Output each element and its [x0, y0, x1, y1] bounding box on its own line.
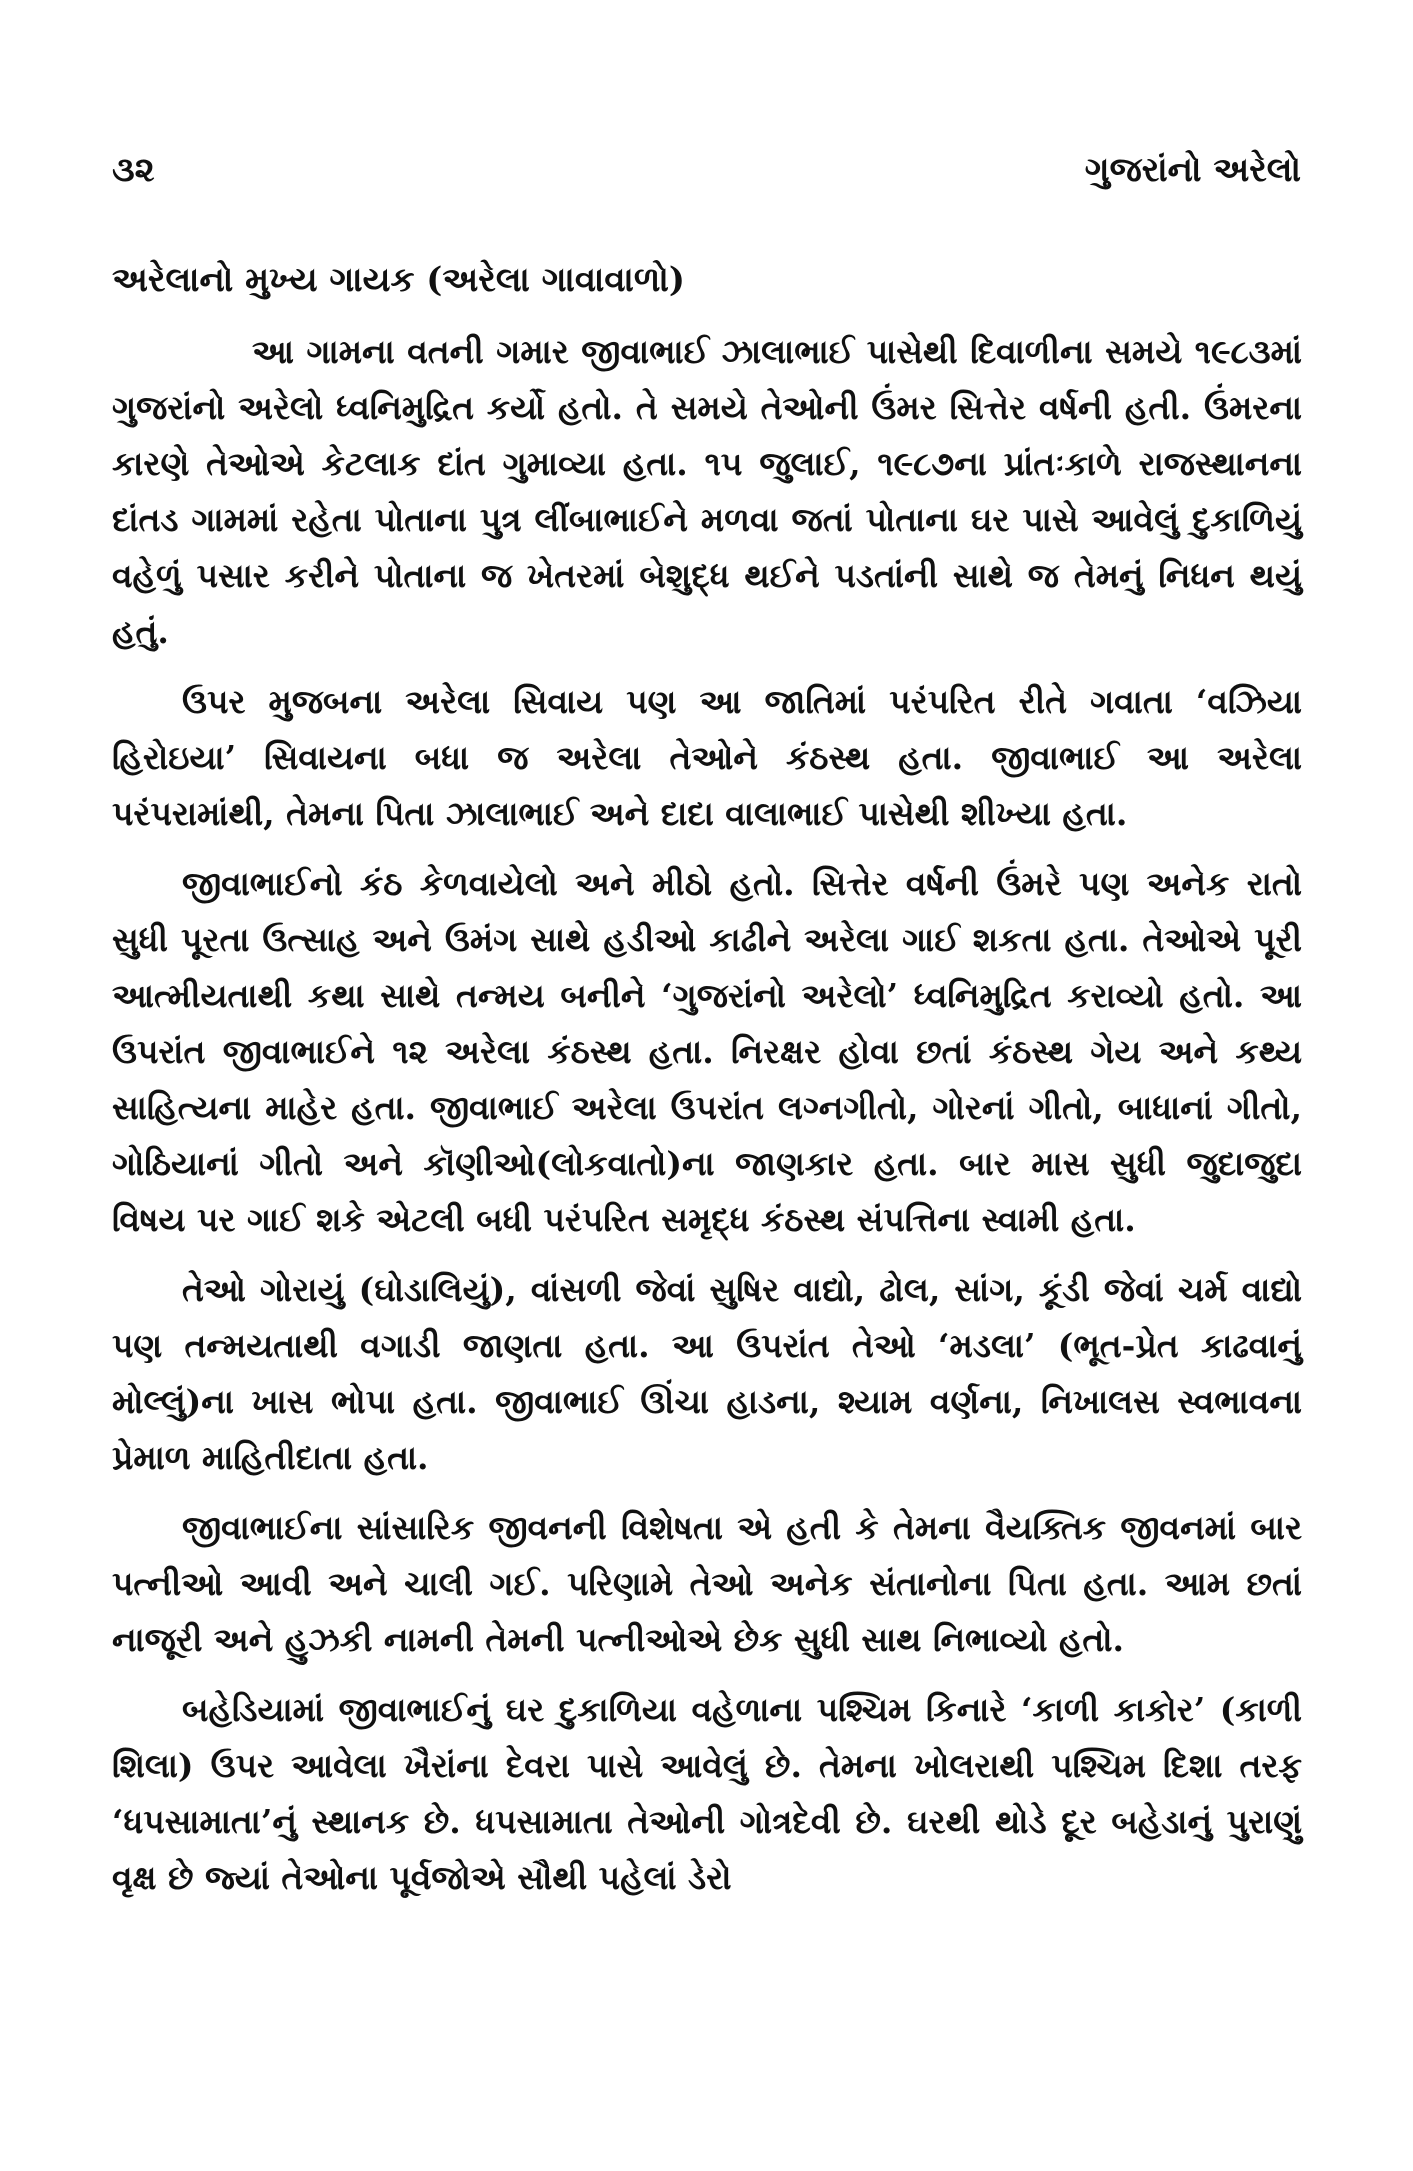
page-number: ૩૨: [112, 150, 155, 190]
section-heading: અરેલાનો મુખ્ય ગાયક (અરેલા ગાવાવાળો): [112, 260, 685, 300]
page-body: [112, 250, 1302, 1920]
page-header: [112, 150, 1301, 200]
paragraph: ઉપર મુજબના અરેલા સિવાય પણ આ જાતિમાં પરંપરિત રીતે ગવાતા ‘વઝિયા હિરોઇયા’ સિવાયના બધા જ અરેલા તેઓને કંઠસ્થ હતા. જીવાભાઈ આ અરેલા પરંપરામાંથી, તેમના પિતા ઝાલાભાઈ અને દાદા વાલાભાઈ પાસેથી શીખ્યા હતા.: [112, 682, 1302, 833]
paragraph: બહેડિયામાં જીવાભાઈનું ઘર દુકાળિયા વહેળાના પશ્ચિમ કિનારે ‘કાળી કાકોર’ (કાળી શિલા) ઉપર આવેલા ખૈરાંના દેવરા પાસે આવેલું છે. તેમના ખોલરાથી પશ્ચિમ દિશા તરફ ‘ધપસામાતા’નું સ્થાનક છે. ધપસામાતા તેઓની ગોત્રદેવી છે. ઘરથી થોડે દૂર બહેડાનું પુરાણું વૃક્ષ છે જ્યાં તેઓના પૂર્વજોએ સૌથી પહેલાં ડેરો: [112, 1690, 1302, 1897]
running-title: ગુજરાંનો અરેલો: [1084, 150, 1301, 190]
paragraph: આ ગામના વતની ગમાર જીવાભાઈ ઝાલાભાઈ પાસેથી દિવાળીના સમયે ૧૯૮૩માં ગુજરાંનો અરેલો ધ્વનિમુદ્રિત કર્યો હતો. તે સમયે તેઓની ઉંમર સિત્તેર વર્ષની હતી. ઉંમરના કારણે તેઓએ કેટલાક દાંત ગુમાવ્યા હતા. ૧૫ જુલાઈ, ૧૯૮૭ના પ્રાંતઃકાળે રાજસ્થાનના દાંતડ ગામમાં રહેતા પોતાના પુત્ર લીંબાભાઈને મળવા જતાં પોતાના ઘર પાસે આવેલું દુકાળિયું વહેળું પસાર કરીને પોતાના જ ખેતરમાં બેશુદ્ધ થઈને પડતાંની સાથે જ તેમનું નિધન થયું હતું.: [112, 332, 1302, 651]
paragraph: જીવાભાઈનો કંઠ કેળવાયેલો અને મીઠો હતો. સિત્તેર વર્ષની ઉંમરે પણ અનેક રાતો સુધી પૂરતા ઉત્સાહ અને ઉમંગ સાથે હડીઓ કાઢીને અરેલા ગાઈ શકતા હતા. તેઓએ પૂરી આત્મીયતાથી કથા સાથે તન્મય બનીને ‘ગુજરાંનો અરેલો’ ધ્વનિમુદ્રિત કરાવ્યો હતો. આ ઉપરાંત જીવાભાઈને ૧૨ અરેલા કંઠસ્થ હતા. નિરક્ષર હોવા છતાં કંઠસ્થ ગેય અને કથ્ય સાહિત્યના માહેર હતા. જીવાભાઈ અરેલા ઉપરાંત લગ્નગીતો, ગોરનાં ગીતો, બાધાનાં ગીતો, ગોઠિયાનાં ગીતો અને કૉણીઓ(લોકવાતો)ના જાણકાર હતા. બાર માસ સુધી જુદાજુદા વિષય પર ગાઈ શકે એટલી બધી પરંપરિત સમૃદ્ધ કંઠસ્થ સંપત્તિના સ્વામી હતા.: [112, 864, 1302, 1239]
paragraph: તેઓ ગોરાયું (ઘોડાલિયું), વાંસળી જેવાં સુષિર વાદ્યો, ઢોલ, સાંગ, કૂંડી જેવાં ચર્મ વાદ્યો પણ તન્મયતાથી વગાડી જાણતા હતા. આ ઉપરાંત તેઓ ‘મડલા’ (ભૂત-પ્રેત કાઢવાનું મોલ્લું)ના ખાસ ભોપા હતા. જીવાભાઈ ઊંચા હાડના, શ્યામ વર્ણના, નિખાલસ સ્વભાવના પ્રેમાળ માહિતીદાતા હતા.: [112, 1270, 1302, 1477]
paragraph: જીવાભાઈના સાંસારિક જીવનની વિશેષતા એ હતી કે તેમના વૈયક્તિક જીવનમાં બાર પત્નીઓ આવી અને ચાલી ગઈ. પરિણામે તેઓ અનેક સંતાનોના પિતા હતા. આમ છતાં નાજૂરી અને હુઝકી નામની તેમની પત્નીઓએ છેક સુધી સાથ નિભાવ્યો હતો.: [112, 1508, 1303, 1659]
